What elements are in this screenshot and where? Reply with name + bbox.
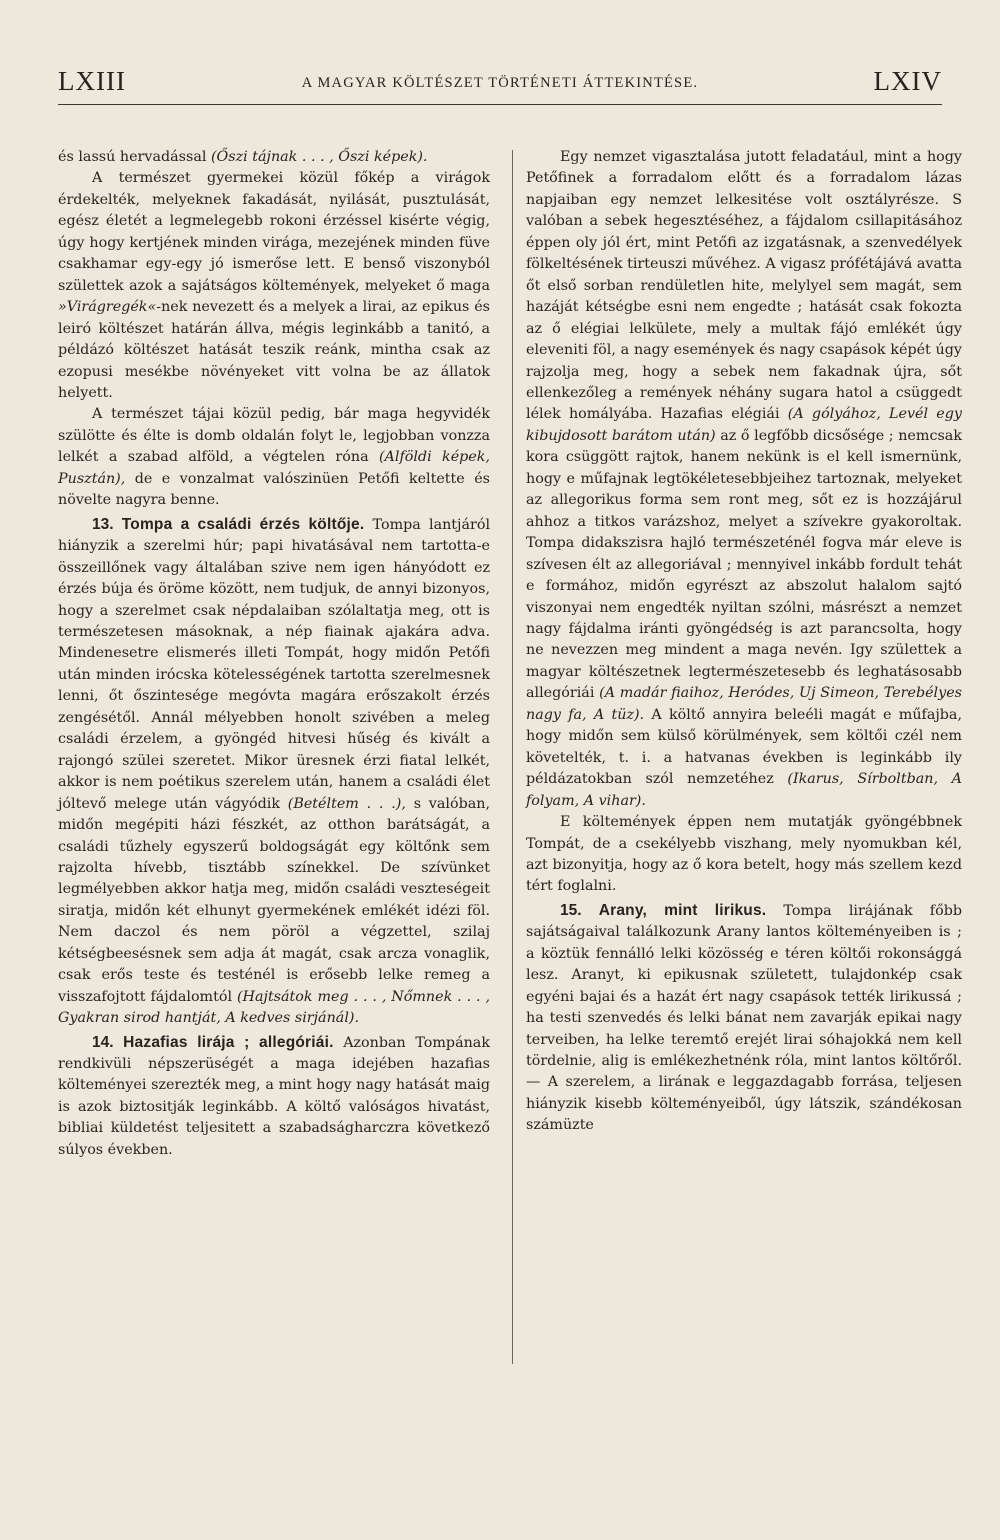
column-divider (512, 150, 513, 1364)
section-13 (58, 514, 490, 1030)
section-body: Azonban Tompának rendkivüli népszerüségét a maga idejében hazafias költeményei szerezték meg, a mint hogy nagy hatását maig is azok biztositják leginkább. A költő valóságos hivatást, bibliai küldetést teljesitett a szabadságharczra következő súlyos években. (58, 1034, 490, 1158)
paragraph: A természet tájai közül pedig, bár maga hegyvidék szülötte és élte is domb oldalán folyt le, legjobban vonzza lelkét a szabad alföld, a végtelen róna (Alföldi képek, Pusztán), de e vonzalmat valószinüen Petőfi keltette és növelte nagyra benne. (58, 406, 490, 509)
paragraph: A természet gyermekei közül főkép a virágok érdekelték, melyeknek fakadását, nyilását, pusztulását, egész életét a legmelegebb rokoni érzéssel kisérte végig, úgy hogy kertjének minden virága, mezejének minden füve csakhamar egy-egy jó ismerőse lett. E benső viszonyból születtek azok a sajátságos költemények, melyeket ő maga »Virágregék«-nek nevezett és a melyek a lirai, az epikus és leiró költészet határán állva, mégis leginkább a tanitó, a példázó költészet hatását teszik reánk, mintha csak az ezopusi mesékbe növényeket vitt volna be az állatok helyett. (58, 170, 490, 401)
left-column (58, 147, 490, 1161)
right-column (526, 147, 962, 1137)
header-rule (58, 104, 942, 105)
italic-run: (Betéltem . . .), (287, 795, 406, 812)
section-body: Tompa lirájának főbb sajátságaival találkozunk Arany lantos költeményeiben is ; a köztük fennálló lelki közösség e téren költői rokonsággá lesz. Aranyt, ki epikusnak született, tulajdonkép csak egyéni bajai és a hazát ért nagy csapások tették lirikussá ; ha testi szenvedés és lelki bánat nem zavarják epikai nagy terveiben, ha lelke teremtő erejét lirai sóhajokká nem kell tördelnie, alig is emlékezhetnénk róla, mint lantos költőről. — A szerelem, a lirának e leggazdagabb forrása, teljesen hiányzik kisebb költeményeiből, úgy látszik, szándékosan számüzte (526, 902, 963, 1134)
section-14 (58, 1032, 490, 1162)
italic-run: (Ikarus, Sírboltban, A folyam, A vihar). (526, 771, 962, 809)
section-body: Tompa lantjáról hiányzik a szerelmi húr; papi hivatásával nem tartotta-e összeillőnek vagy általában szive nem igen hányódott ez érzés búja és öröme között, nem tudjuk, de annyi bizonyos, hogy a szerelmet csak népdalaiban szólaltatja meg, ott is természetesen másoknak, a nép fiainak ajakára adva. Mindenesetre elismerés illeti Tompát, hogy midőn Petőfi után minden irócska kötelességének tartotta szerelmesnek lenni, őt őszintesége megóvta magára erőszakolt érzés zengésétől. Annál mélyebben honolt szivében a meleg családi érzelem, a gyöngéd hitvesi hűség és kivált a rajongó szülei szeretet. Mikor üresnek érzi fiatal lelkét, akkor is nem poétikus szerelem után, hanem a családi élet jóltevő melege után vágyódik (Betéltem . . .), s valóban, midőn megépiti házi fészkét, az otthon barátságát, a családi tűzhely egyszerű boldogságát egy költőnk sem rajzolta hívebb, tisztább színekkel. De szívünket legmélyebben akkor hatja meg, midőn családi veszteségeit siratja, midőn két elhunyt gyermekének emlékét idézi föl. Nem daczol és nem pöröl a végzettel, szilaj kétségbeesésnek sem adja át magát, csak arcza vonaglik, csak erős teste és testénél is erősebb lelke remeg a visszafojtott fájdalomtól (Hajtsátok meg . . . , Nőmnek . . . , Gyakran sirod hantját, A kedves sirjánál). (58, 516, 491, 1027)
section-15 (526, 900, 962, 1137)
italic-run: (A madár fiaihoz, Heródes, Uj Simeon, Terebélyes nagy fa, A tüz). (526, 685, 963, 723)
italic-run: (Hajtsátok meg . . . , Nőmnek . . . , Gyakran sirod hantját, A kedves sirjánál). (58, 988, 491, 1027)
paragraph: E költemények éppen nem mutatják gyöngébbnek Tompát, de a csekélyebb viszhang, mely nyomukban kél, azt bizonyitja, hogy az ő kora betelt, hogy más szellem kezd tért foglalni. (526, 814, 962, 895)
running-title: A MAGYAR KÖLTÉSZET TÖRTÉNETI ÁTTEKINTÉSE. (301, 75, 699, 91)
italic-run: »Virágregék« (58, 299, 157, 316)
italic-run: (Alföldi képek, Pusztán), (58, 449, 490, 487)
section-title: Arany, mint lirikus. (598, 901, 767, 919)
italic-run: (A gólyához, Levél egy kibujdosott barátom után) (526, 406, 962, 444)
page-number-right: LXIV (873, 66, 942, 96)
page-number-left: LXIII (58, 66, 126, 96)
paragraph: Egy nemzet vigasztalása jutott feladatául, mint a hogy Petőfinek a forradalom előtt és a forradalom lázas napjaiban egy nemzet lelkesitése volt osztályrésze. S valóban a sebek hegesztéséhez, a fájdalom csillapitásához éppen oly jól ért, mint Petőfi az izgatásnak, a szenvedélyek fölkeltésének tirteuszi művéhez. A vigasz prófétájává avatta őt első sorban rendületlen hite, melylyel sem magát, sem hazáját kétségbe esni nem engedte ; hatását csak fokozta az ő elégiai lelkülete, mely a multak fájó emlékét úgy eleveniti föl, a nagy események és nagy csapások képét úgy rajzolja meg, hogy a sebek nem fakadnak újra, sőt ellenkezőleg a remények néhány sugara hatol a csüggedt lélek homályába. Hazafias elégiái (A gólyához, Levél egy kibujdosott barátom után) az ő legfőbb dicsősége ; nemcsak kora csüggött rajtok, hanem nekünk is el kell ismernünk, hogy e műfajnak legtökéletesebbjeihez tartoznak, melyeket az allegorikus forma sem ront meg, sőt ez is hozzájárul ahhoz a titkos varázshoz, melyet a szívekre gyakoroltak. Tompa didakszisra hajló természeténél fogva már eleve is szívesen élt az allegoriával ; mennyivel inkább fordult tehát e formához, midőn egyrészt az abszolut halalom sajtó viszonyai nem engedték nyiltan szólni, másrészt a nemzet nagy fájdalma iránti gyöngédség is azt parancsolta, hogy ne nevezzen meg mindent a maga nevén. Igy születtek a magyar költészetnek legtermészetesebb és leghatásosabb allegóriái (A madár fiaihoz, Heródes, Uj Simeon, Terebélyes nagy fa, A tüz). A költő annyira beleéli magát e műfajba, hogy midőn sem külső körülmények, sem költői czél nem követelték, t. i. a hatvanas években is leginkább ily példázatokban szól nemzetéhez (Ikarus, Sírboltban, A folyam, A vihar). (526, 149, 963, 809)
section-title: Hazafias lirája ; allegóriái. (123, 1033, 334, 1051)
page-header (58, 66, 942, 106)
section-number: 13. (92, 515, 114, 533)
section-number: 14. (92, 1033, 114, 1051)
italic-run: (Őszi tájnak . . . , Őszi képek). (210, 149, 428, 165)
paragraph: és lassú hervadással (Őszi tájnak . . . , Őszi képek). (58, 149, 428, 165)
section-number: 15. (560, 901, 582, 919)
section-title: Tompa a családi érzés költője. (121, 515, 365, 533)
